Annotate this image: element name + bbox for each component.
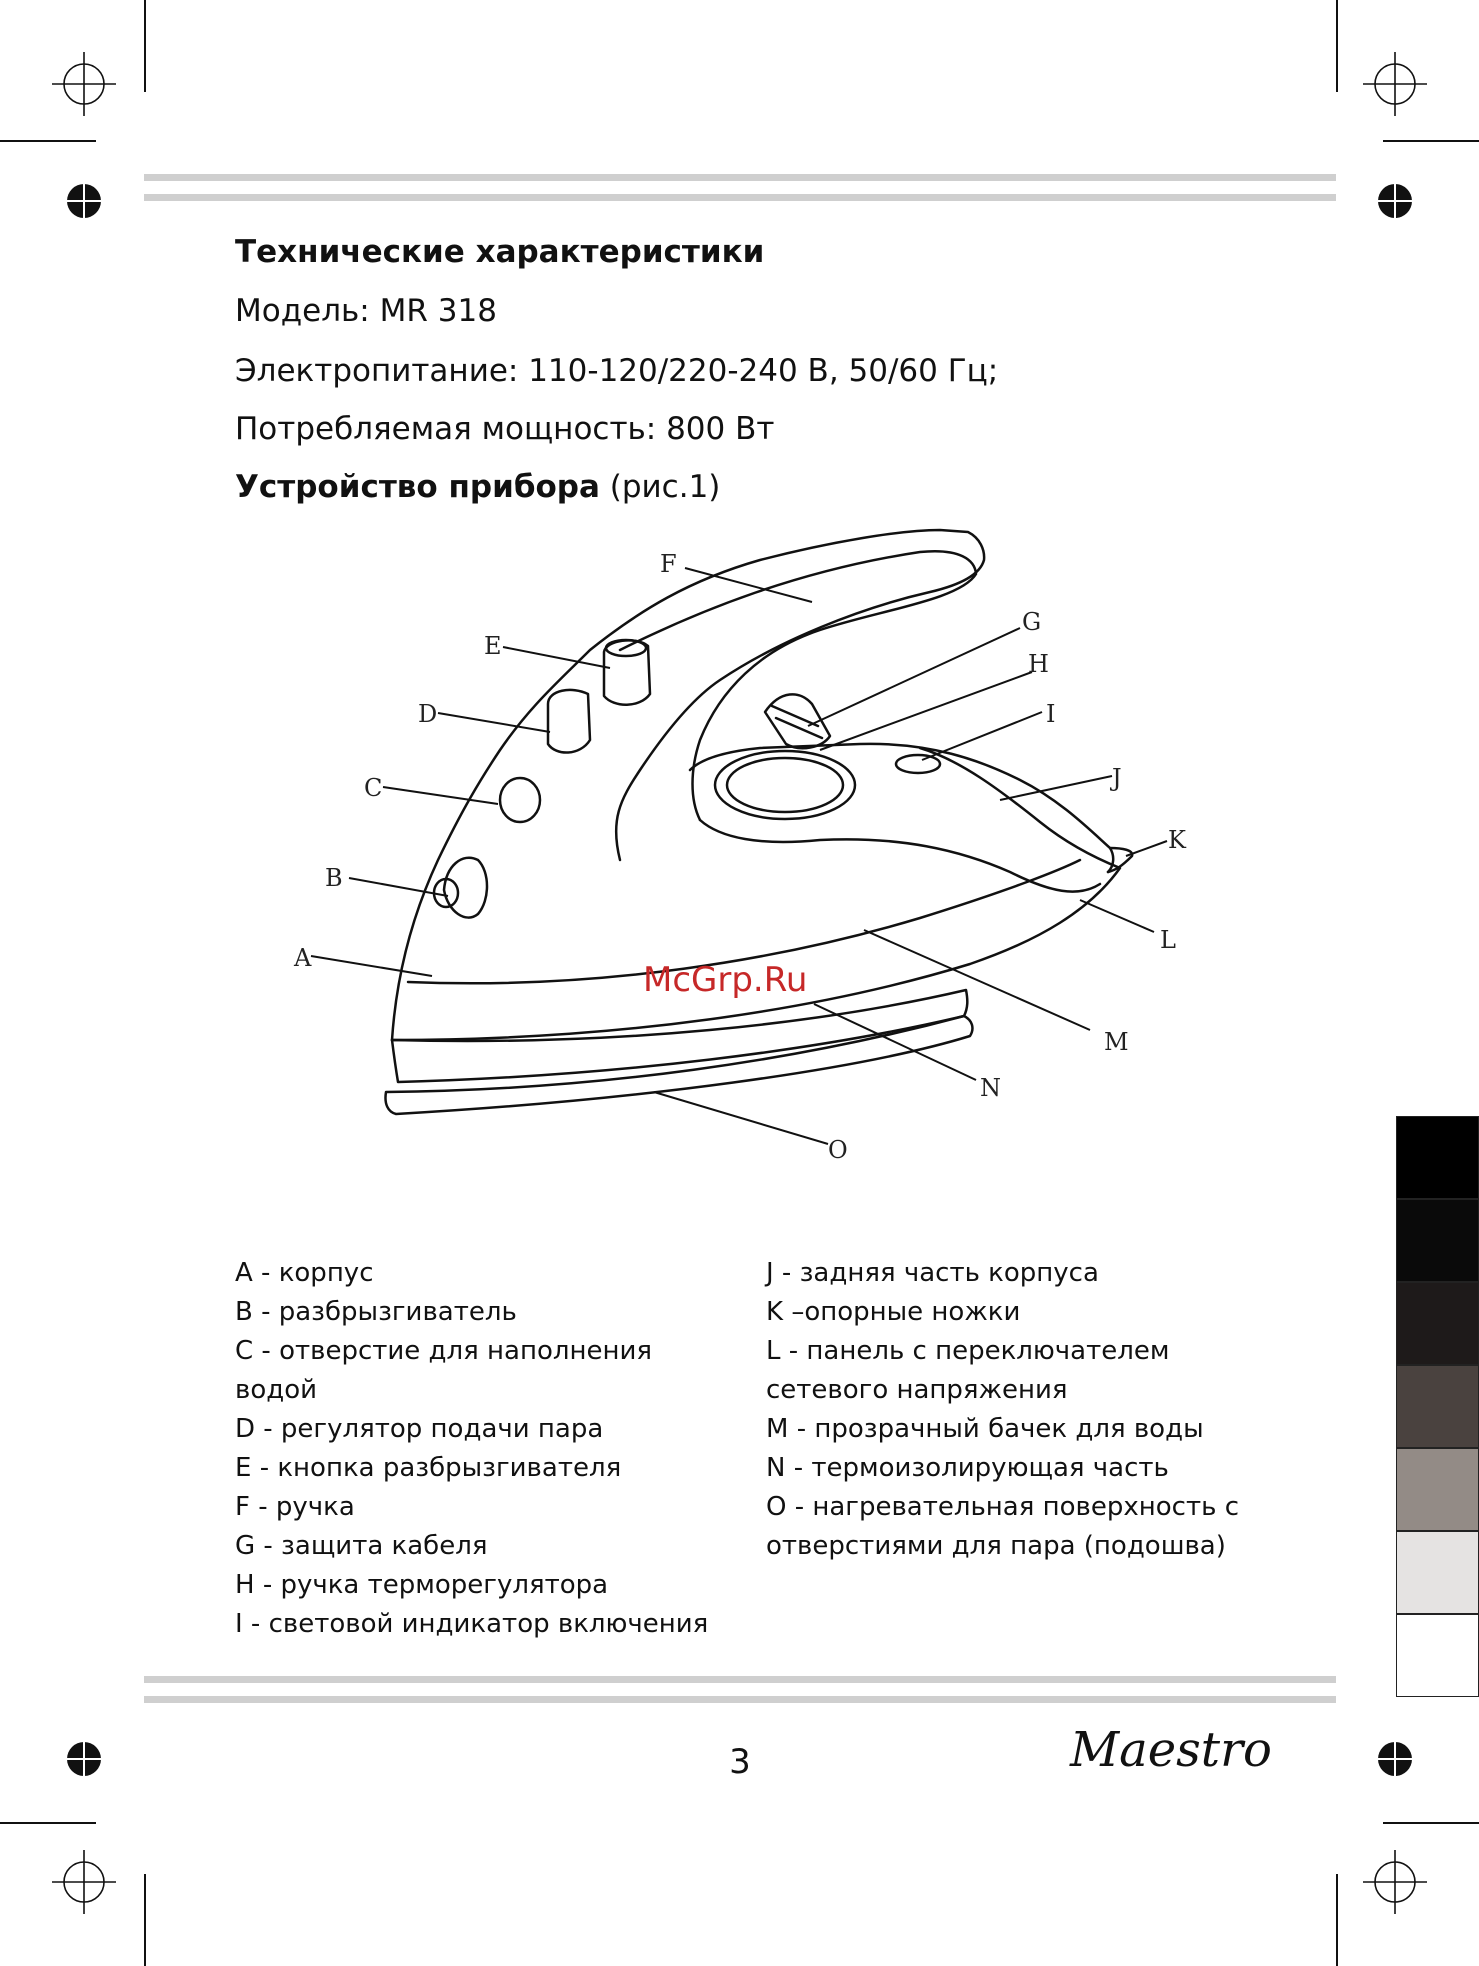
device-fig-ref: (рис.1)	[609, 469, 721, 505]
footer-rule-1	[144, 1676, 1336, 1683]
legend-item: N - термоизолирующая часть	[766, 1453, 1169, 1483]
legend-item: E - кнопка разбрызгивателя	[235, 1453, 622, 1483]
label-a: A	[294, 944, 312, 972]
label-d: D	[418, 700, 438, 728]
legend-item: J - задняя часть корпуса	[766, 1258, 1099, 1288]
legend-item: водой	[235, 1375, 318, 1405]
label-f: F	[660, 550, 677, 578]
color-swatch	[1396, 1614, 1479, 1697]
legend-item: M - прозрачный бачек для воды	[766, 1414, 1204, 1444]
temperature-dial-inner	[727, 758, 843, 812]
spec-model: Модель: MR 318	[235, 293, 497, 329]
spray-button	[604, 640, 650, 704]
label-l: L	[1160, 926, 1176, 954]
legend-item: G - защита кабеля	[235, 1531, 488, 1561]
legend-item: B - разбрызгиватель	[235, 1297, 517, 1327]
spec-heading: Технические характеристики	[235, 234, 765, 270]
color-swatch	[1396, 1116, 1479, 1199]
legend-item: отверстиями для пара (подошва)	[766, 1531, 1226, 1561]
legend-item: сетевого напряжения	[766, 1375, 1068, 1405]
label-m: M	[1104, 1028, 1129, 1056]
legend-item: H - ручка терморегулятора	[235, 1570, 609, 1600]
rear-panel	[700, 820, 1100, 892]
footer-rule-2	[144, 1696, 1336, 1703]
label-e: E	[484, 632, 502, 660]
label-j: J	[1112, 764, 1122, 792]
spec-power-consumption: Потребляемая мощность: 800 Вт	[235, 411, 775, 447]
color-swatch	[1396, 1531, 1479, 1614]
label-h: H	[1028, 650, 1049, 678]
device-heading: Устройство прибора	[235, 469, 600, 505]
label-n: N	[980, 1074, 1001, 1102]
label-o: O	[828, 1136, 848, 1164]
brand-logo: Maestro	[1070, 1722, 1272, 1778]
legend-item: L - панель с переключателем	[766, 1336, 1170, 1366]
label-g: G	[1022, 608, 1042, 636]
color-swatch	[1396, 1448, 1479, 1531]
legend-item: C - отверстие для наполнения	[235, 1336, 653, 1366]
legend-left	[235, 1254, 708, 1644]
label-b: B	[325, 864, 343, 892]
color-swatch	[1396, 1282, 1479, 1365]
steam-knob	[548, 690, 590, 753]
legend-item: K –опорные ножки	[766, 1297, 1021, 1327]
legend-item: I - световой индикатор включения	[235, 1609, 709, 1639]
spec-power-supply: Электропитание: 110-120/220-240 В, 50/60 Гц;	[235, 353, 999, 389]
temperature-dial	[715, 751, 855, 819]
label-i: I	[1046, 700, 1056, 728]
handle	[620, 551, 976, 820]
legend-item: O - нагревательная поверхность с	[766, 1492, 1239, 1522]
color-swatch	[1396, 1199, 1479, 1282]
legend-item: D - регулятор подачи пара	[235, 1414, 604, 1444]
label-c: C	[364, 774, 383, 802]
page-number: 3	[729, 1742, 751, 1782]
legend-item: F - ручка	[235, 1492, 355, 1522]
legend-right	[766, 1254, 1239, 1566]
legend-item: A - корпус	[235, 1258, 374, 1288]
fill-hole	[500, 778, 540, 822]
watermark-text: McGrp.Ru	[643, 960, 808, 1000]
color-swatch	[1396, 1365, 1479, 1448]
spray-nozzle	[444, 858, 487, 918]
label-k: K	[1168, 826, 1186, 854]
indicator-light	[896, 755, 940, 773]
